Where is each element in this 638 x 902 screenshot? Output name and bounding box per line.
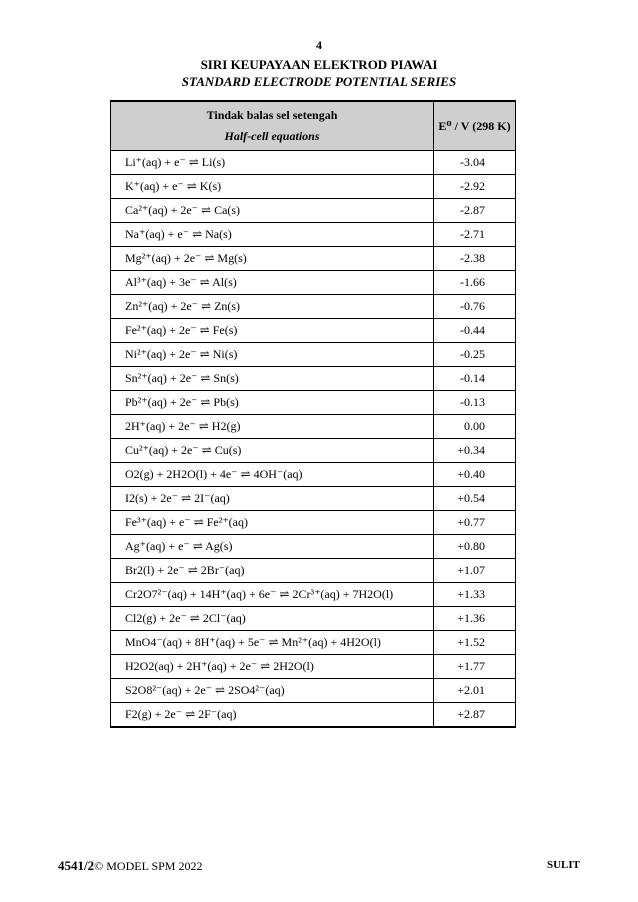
- electrode-potential-value: +1.77: [434, 655, 516, 679]
- electrode-potential-value: -0.14: [434, 367, 516, 391]
- electrode-potential-value: -0.25: [434, 343, 516, 367]
- electrode-potential-value: +0.80: [434, 535, 516, 559]
- half-cell-equation: Ca²⁺(aq) + 2e⁻ ⇌ Ca(s): [111, 199, 434, 223]
- electrode-potential-value: -2.71: [434, 223, 516, 247]
- table-row: [111, 295, 516, 319]
- header-equation-english: Half-cell equations: [224, 129, 320, 143]
- half-cell-equation: Br2(l) + 2e⁻ ⇌ 2Br⁻(aq): [111, 559, 434, 583]
- table-row: [111, 175, 516, 199]
- electrode-potential-value: -0.13: [434, 391, 516, 415]
- table-row: [111, 247, 516, 271]
- electrode-potential-value: +2.87: [434, 703, 516, 728]
- table-row: [111, 607, 516, 631]
- half-cell-equation: K⁺(aq) + e⁻ ⇌ K(s): [111, 175, 434, 199]
- electrode-potential-value: +2.01: [434, 679, 516, 703]
- electrode-potential-value: -2.87: [434, 199, 516, 223]
- footer-copyright: © MODEL SPM 2022: [94, 859, 203, 873]
- header-half-cell-equations: [111, 101, 434, 151]
- electrode-potential-value: -0.44: [434, 319, 516, 343]
- half-cell-equation: Ni²⁺(aq) + 2e⁻ ⇌ Ni(s): [111, 343, 434, 367]
- electrode-potential-value: +0.34: [434, 439, 516, 463]
- electrode-potential-value: +0.54: [434, 487, 516, 511]
- half-cell-equation: Zn²⁺(aq) + 2e⁻ ⇌ Zn(s): [111, 295, 434, 319]
- half-cell-equation: S2O8²⁻(aq) + 2e⁻ ⇌ 2SO4²⁻(aq): [111, 679, 434, 703]
- table-row: [111, 583, 516, 607]
- table-row: [111, 631, 516, 655]
- header-standard-potential: E⁰ / V (298 K): [434, 101, 516, 151]
- footer-paper-code: [58, 858, 202, 874]
- half-cell-equation: Cr2O7²⁻(aq) + 14H⁺(aq) + 6e⁻ ⇌ 2Cr³⁺(aq) + 7H2O(l): [111, 583, 434, 607]
- table-row: [111, 271, 516, 295]
- half-cell-equation: Fe³⁺(aq) + e⁻ ⇌ Fe²⁺(aq): [111, 511, 434, 535]
- table-row: [111, 199, 516, 223]
- electrode-potential-value: -2.92: [434, 175, 516, 199]
- half-cell-equation: 2H⁺(aq) + 2e⁻ ⇌ H2(g): [111, 415, 434, 439]
- half-cell-equation: F2(g) + 2e⁻ ⇌ 2F⁻(aq): [111, 703, 434, 728]
- table-row: [111, 367, 516, 391]
- table-row: [111, 487, 516, 511]
- electrode-potential-value: -2.38: [434, 247, 516, 271]
- half-cell-equation: Mg²⁺(aq) + 2e⁻ ⇌ Mg(s): [111, 247, 434, 271]
- table-row: [111, 511, 516, 535]
- electrode-potential-value: 0.00: [434, 415, 516, 439]
- table-row: [111, 463, 516, 487]
- table-row: [111, 151, 516, 175]
- half-cell-equation: Li⁺(aq) + e⁻ ⇌ Li(s): [111, 151, 434, 175]
- table-row: [111, 679, 516, 703]
- electrode-potential-table: [110, 100, 516, 728]
- table-row: [111, 655, 516, 679]
- table-row: [111, 415, 516, 439]
- electrode-potential-value: -0.76: [434, 295, 516, 319]
- electrode-potential-value: +1.36: [434, 607, 516, 631]
- header-equation-malay: Tindak balas sel setengah: [206, 108, 338, 122]
- table-row: [111, 559, 516, 583]
- page-number: 4: [316, 38, 322, 52]
- electrode-potential-value: +0.40: [434, 463, 516, 487]
- half-cell-equation: O2(g) + 2H2O(l) + 4e⁻ ⇌ 4OH⁻(aq): [111, 463, 434, 487]
- table-row: [111, 223, 516, 247]
- half-cell-equation: Cl2(g) + 2e⁻ ⇌ 2Cl⁻(aq): [111, 607, 434, 631]
- electrode-potential-value: -1.66: [434, 271, 516, 295]
- electrode-potential-value: -3.04: [434, 151, 516, 175]
- electrode-potential-value: +1.33: [434, 583, 516, 607]
- page-title-english: STANDARD ELECTRODE POTENTIAL SERIES: [181, 74, 457, 89]
- electrode-potential-value: +1.07: [434, 559, 516, 583]
- half-cell-equation: Pb²⁺(aq) + 2e⁻ ⇌ Pb(s): [111, 391, 434, 415]
- half-cell-equation: Fe²⁺(aq) + 2e⁻ ⇌ Fe(s): [111, 319, 434, 343]
- half-cell-equation: Sn²⁺(aq) + 2e⁻ ⇌ Sn(s): [111, 367, 434, 391]
- electrode-potential-value: +1.52: [434, 631, 516, 655]
- half-cell-equation: I2(s) + 2e⁻ ⇌ 2I⁻(aq): [111, 487, 434, 511]
- footer-code: 4541/2: [58, 858, 95, 873]
- table-row: [111, 703, 516, 728]
- half-cell-equation: Cu²⁺(aq) + 2e⁻ ⇌ Cu(s): [111, 439, 434, 463]
- electrode-potential-value: +0.77: [434, 511, 516, 535]
- page-title-malay: SIRI KEUPAYAAN ELEKTROD PIAWAI: [200, 57, 438, 72]
- table-row: [111, 535, 516, 559]
- table-header-row: [111, 101, 516, 151]
- half-cell-equation: MnO4⁻(aq) + 8H⁺(aq) + 5e⁻ ⇌ Mn²⁺(aq) + 4H2O(l): [111, 631, 434, 655]
- half-cell-equation: Al³⁺(aq) + 3e⁻ ⇌ Al(s): [111, 271, 434, 295]
- half-cell-equation: Ag⁺(aq) + e⁻ ⇌ Ag(s): [111, 535, 434, 559]
- half-cell-equation: Na⁺(aq) + e⁻ ⇌ Na(s): [111, 223, 434, 247]
- footer-sulit-label: SULIT: [546, 859, 580, 871]
- table-row: [111, 439, 516, 463]
- table-row: [111, 319, 516, 343]
- table-row: [111, 343, 516, 367]
- table-row: [111, 391, 516, 415]
- half-cell-equation: H2O2(aq) + 2H⁺(aq) + 2e⁻ ⇌ 2H2O(l): [111, 655, 434, 679]
